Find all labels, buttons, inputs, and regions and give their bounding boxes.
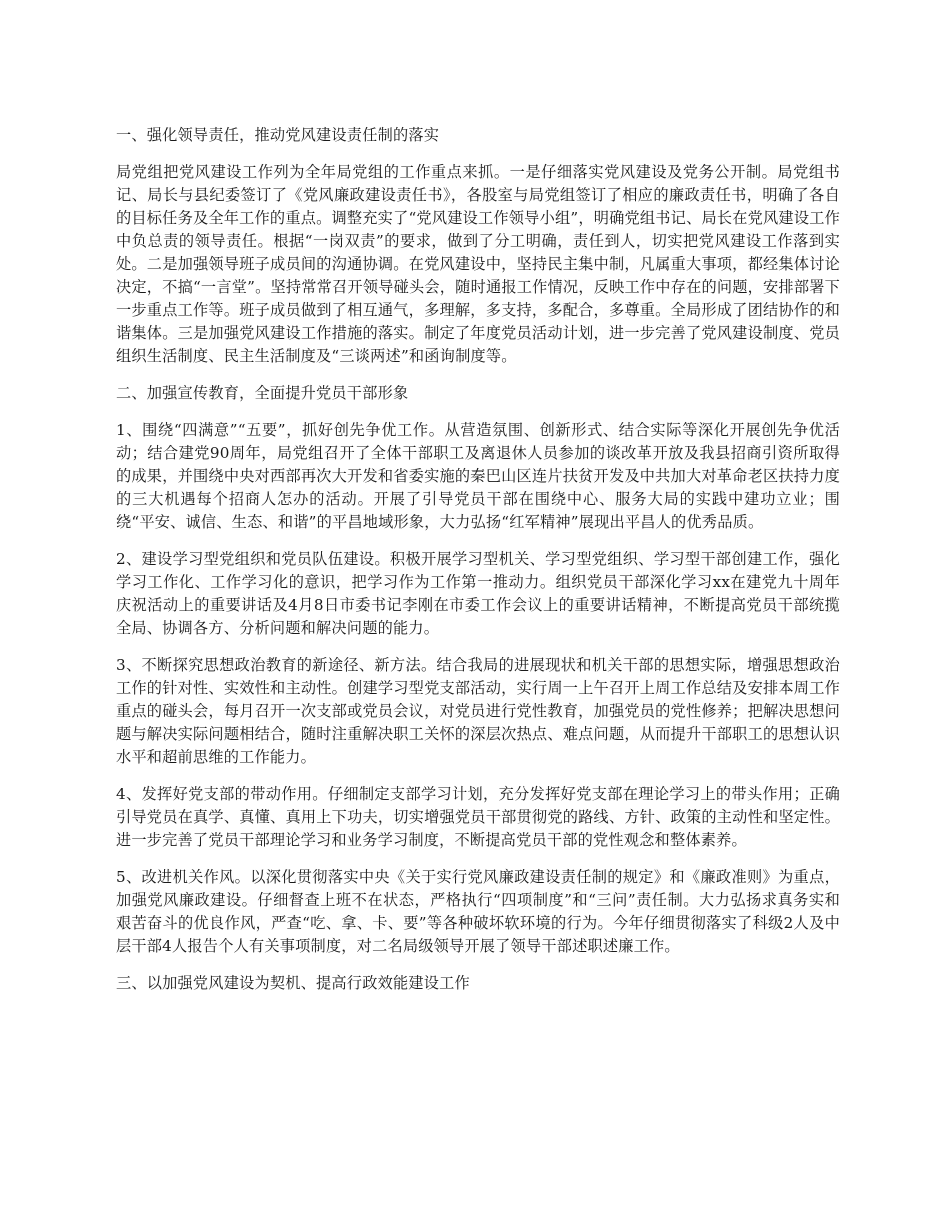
paragraph: 3、不断探究思想政治教育的新途径、新方法。结合我局的进展现状和机关干部的思想实际，增强思想政治工作的针对性、实效性和主动性。创建学习型党支部活动，实行周一上午召开上周工作总结及安排本周工作重点的碰头会，每月召开一次支部或党员会议，对党员进行党性教育，加强党员的党性修养；把解决思想问题与解决实际问题相结合，随时注重解决职工关怀的深层次热点、难点问题，从而提升干部职工的思想认识水平和超前思维的工作能力。 bbox=[116, 656, 840, 766]
paragraph: 局党组把党风建设工作列为全年局党组的工作重点来抓。一是仔细落实党风建设及党务公开制。局党组书记、局长与县纪委签订了《党风廉政建设责任书》，各股室与局党组签订了相应的廉政责任书，明确了各自的目标任务及全年工作的重点。调整充实了“党风建设工作领导小组”，明确党组书记、局长在党风建设工作中负总责的领导责任。根据“一岗双责”的要求，做到了分工明确，责任到人，切实把党风建设工作落到实处。二是加强领导班子成员间的沟通协调。在党风建设中，坚持民主集中制，凡属重大事项，都经集体讨论决定，不搞“一言堂”。坚持常常召开领导碰头会，随时通报工作情况，反映工作中存在的问题，安排部署下一步重点工作等。班子成员做到了相互通气，多理解，多支持，多配合，多尊重。全局形成了团结协作的和谐集体。三是加强党风建设工作措施的落实。制定了年度党员活动计划，进一步完善了党风建设制度、党员组织生活制度、民主生活制度及“三谈两述”和函询制度等。 bbox=[116, 163, 840, 365]
paragraph: 5、改进机关作风。以深化贯彻落实中央《关于实行党风廉政建设责任制的规定》和《廉政准则》为重点，加强党风廉政建设。仔细督查上班不在状态，严格执行“四项制度”和“三问”责任制。大力弘扬求真务实和艰苦奋斗的优良作风，严查“吃、拿、卡、要”等各种破坏软环境的行为。今年仔细贯彻落实了科级2人及中层干部4人报告个人有关事项制度，对二名局级领导开展了领导干部述职述廉工作。 bbox=[116, 868, 840, 955]
section-heading-2: 二、加强宣传教育，全面提升党员干部形象 bbox=[116, 384, 409, 402]
paragraph: 1、围绕“四满意”“五要”，抓好创先争优工作。从营造氛围、创新形式、结合实际等深化开展创先争优活动；结合建党90周年，局党组召开了全体干部职工及离退休人员参加的谈改革开放及我县招商引资所取得的成果，并围绕中央对西部再次大开发和省委实施的秦巴山区连片扶贫开发及中共加大对革命老区扶持力度的三大机遇每个招商人怎办的活动。开展了引导党员干部在围绕中心、服务大局的实践中建功立业；围绕“平安、诚信、生态、和谐”的平昌地域形象，大力弘扬“红军精神”展现出平昌人的优秀品质。 bbox=[116, 421, 840, 531]
section-heading-3: 三、以加强党风建设为契机、提高行政效能建设工作 bbox=[116, 974, 470, 992]
paragraph: 4、发挥好党支部的带动作用。仔细制定支部学习计划，充分发挥好党支部在理论学习上的带头作用；正确引导党员在真学、真懂、真用上下功夫，切实增强党员干部贯彻党的路线、方针、政策的主动性和坚定性。进一步完善了党员干部理论学习和业务学习制度，不断提高党员干部的党性观念和整体素养。 bbox=[116, 785, 840, 849]
paragraph: 2、建设学习型党组织和党员队伍建设。积极开展学习型机关、学习型党组织、学习型干部创建工作，强化学习工作化、工作学习化的意识，把学习作为工作第一推动力。组织党员干部深化学习xx在建党九十周年庆祝活动上的重要讲话及4月8日市委书记李刚在市委工作会议上的重要讲话精神，不断提高党员干部统揽全局、协调各方、分析问题和解决问题的能力。 bbox=[116, 550, 840, 637]
document-body bbox=[116, 124, 840, 1009]
section-heading-1: 一、强化领导责任，推动党风建设责任制的落实 bbox=[116, 126, 440, 144]
